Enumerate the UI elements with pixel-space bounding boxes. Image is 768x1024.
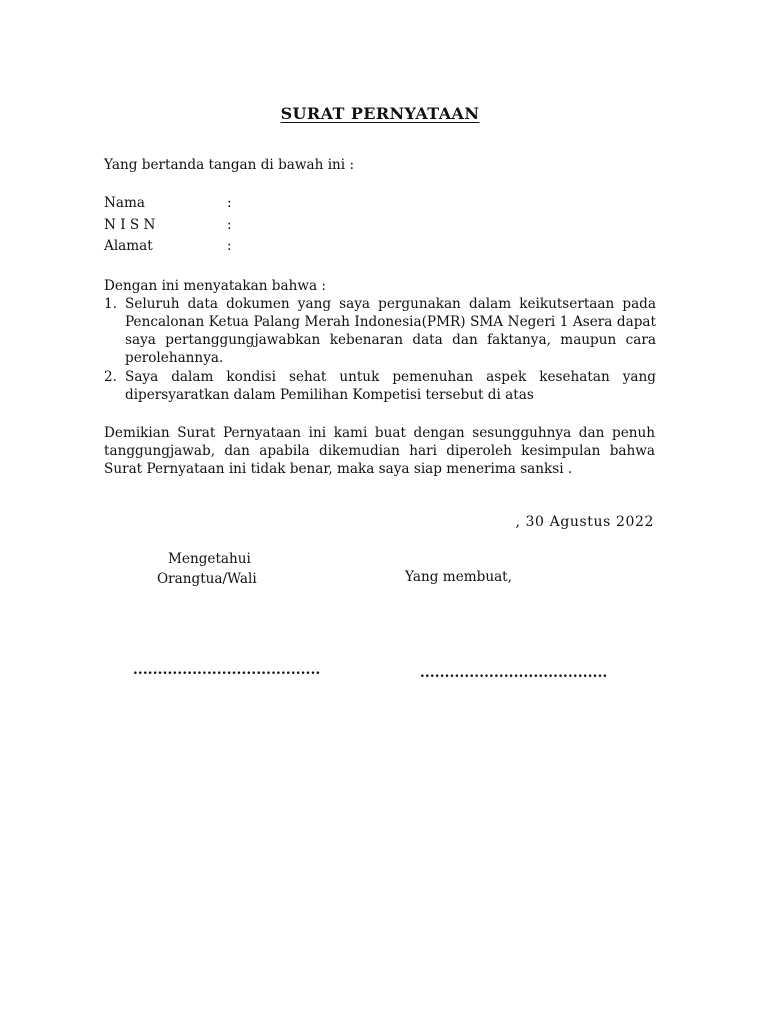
signature-left-heading: Mengetahui	[168, 551, 251, 567]
field-separator-nisn: :	[227, 217, 232, 233]
signature-right-role: Yang membuat,	[405, 569, 512, 585]
statement-item-2	[104, 368, 656, 404]
statement-text-1: Seluruh data dokumen yang saya pergunakan dalam keikutsertaan pada Pencalonan Ketua Palang Merah Indonesia(PMR) SMA Negeri 1 Asera dapat saya pertanggungjawabkan kebenaran data dan faktanya, maupun cara perolehannya.	[125, 296, 656, 366]
field-separator-nama: :	[227, 195, 232, 211]
field-label-nama: Nama	[104, 195, 145, 211]
statement-number-2: 2.	[104, 369, 117, 385]
intro-text: Yang bertanda tangan di bawah ini :	[104, 157, 355, 173]
signature-line-right: ......................................	[420, 665, 608, 681]
statement-item-1	[104, 295, 656, 367]
field-label-nisn: N I S N	[104, 217, 156, 233]
statement-text-2: Saya dalam kondisi sehat untuk pemenuhan aspek kesehatan yang dipersyaratkan dalam Pemilihan Kompetisi tersebut di atas	[125, 369, 656, 403]
closing-paragraph: Demikian Surat Pernyataan ini kami buat dengan sesungguhnya dan penuh tanggungjawab, dan apabila dikemudian hari diperoleh kesimpulan bahwa Surat Pernyataan ini tidak benar, maka saya siap menerima sanksi .	[104, 425, 655, 477]
field-label-alamat: Alamat	[104, 238, 153, 254]
signature-left-role: Orangtua/Wali	[157, 571, 257, 587]
statement-lead: Dengan ini menyatakan bahwa :	[104, 278, 327, 294]
document-date: , 30 Agustus 2022	[515, 514, 654, 530]
document-title: SURAT PERNYATAAN	[280, 104, 480, 123]
field-separator-alamat: :	[227, 238, 232, 254]
signature-line-left: ......................................	[133, 662, 321, 678]
statement-number-1: 1.	[104, 296, 117, 312]
